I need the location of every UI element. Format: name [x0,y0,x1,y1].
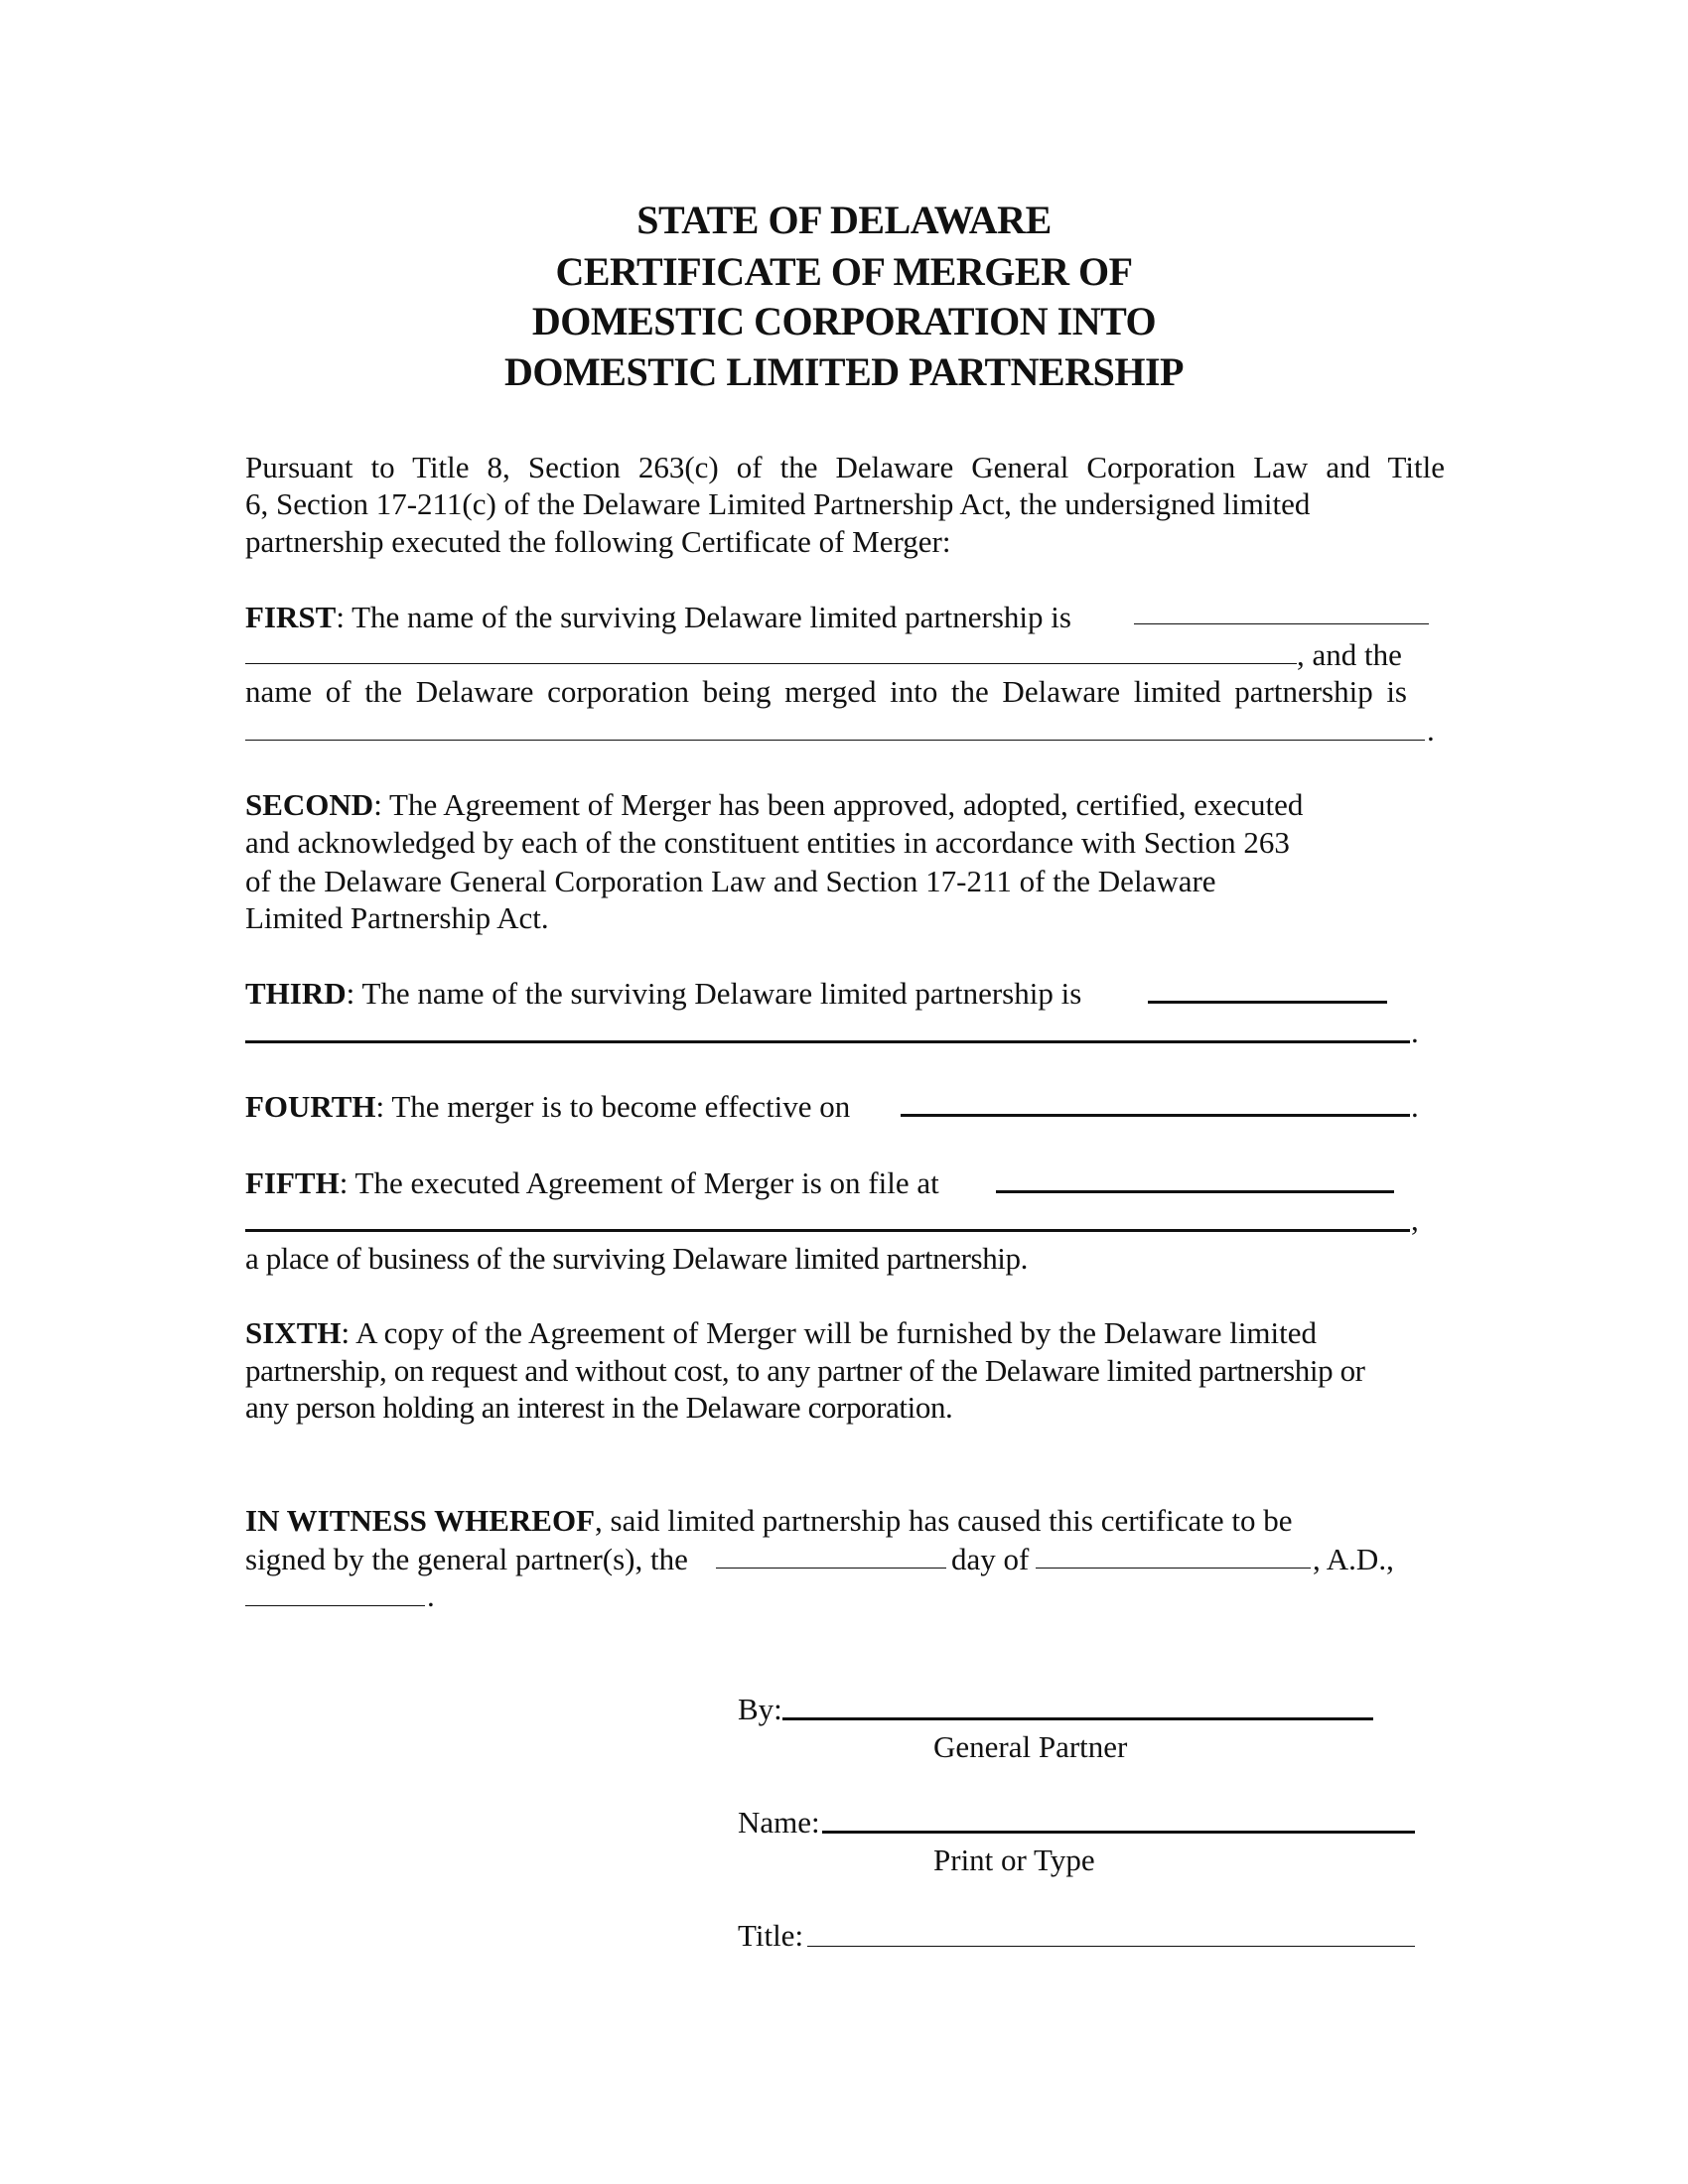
month-blank[interactable] [1036,1568,1311,1569]
witness-line-2a: signed by the general partner(s), the [245,1542,688,1576]
third-paragraph-line-1 [245,974,1081,1014]
intro-line-3: partnership executed the following Certificate of Merger: [245,524,951,559]
year-blank[interactable] [245,1605,425,1606]
second-paragraph-line-3: of the Delaware General Corporation Law and Section 17-211 of the Delaware [245,864,1216,898]
print-or-type-caption: Print or Type [933,1843,1095,1877]
title-label: Title: [738,1918,804,1953]
witness-line-2b: day of [951,1542,1030,1576]
witness-label: IN WITNESS WHEREOF [245,1503,596,1538]
second-label: SECOND [245,787,374,822]
title-line-1: STATE OF DELAWARE [636,198,1052,242]
sixth-paragraph-line-3: any person holding an interest in the Delaware corporation. [245,1390,953,1425]
fifth-paragraph-line-3: a place of business of the surviving Delaware limited partnership. [245,1241,1028,1276]
merged-corporation-name-blank[interactable] [245,740,1425,741]
fifth-text: : The executed Agreement of Merger is on file at [339,1165,939,1200]
second-paragraph-line-1 [245,785,1303,825]
title-line-2: CERTIFICATE OF MERGER OF [555,249,1133,294]
agreement-location-blank[interactable] [996,1190,1394,1193]
second-text: : The Agreement of Merger has been approved, adopted, certified, executed [373,787,1304,822]
witness-text: , said limited partnership has caused this certificate to be [595,1503,1293,1538]
second-paragraph-line-2: and acknowledged by each of the constituent entities in accordance with Section 263 [245,825,1290,860]
first-text: : The name of the surviving Delaware limited partnership is [336,600,1071,634]
fifth-paragraph-line-1 [245,1163,939,1203]
intro-line-1: Pursuant to Title 8, Section 263(c) of the Delaware General Corporation Law and Title [245,450,1445,484]
witness-line-3-tail: . [427,1578,435,1613]
first-paragraph-line-3: name of the Delaware corporation being merged into the Delaware limited partnership is [245,674,1407,709]
title-line-3: DOMESTIC CORPORATION INTO [531,299,1157,343]
fifth-label: FIFTH [245,1165,340,1200]
agreement-location-blank-cont[interactable] [245,1229,1410,1232]
third-name-blank-cont[interactable] [245,1040,1410,1043]
title-field-line[interactable] [807,1946,1415,1947]
fourth-label: FOURTH [245,1089,376,1124]
fourth-tail: . [1411,1089,1419,1124]
first-label: FIRST [245,600,337,634]
first-paragraph-line-1 [245,598,1071,637]
name-label: Name: [738,1805,820,1840]
intro-line-2: 6, Section 17-211(c) of the Delaware Limited Partnership Act, the undersigned limited [245,486,1311,521]
title-line-4: DOMESTIC LIMITED PARTNERSHIP [504,349,1184,394]
sixth-paragraph-line-1 [245,1313,1317,1353]
second-paragraph-line-4: Limited Partnership Act. [245,900,549,935]
effective-date-blank[interactable] [901,1114,1410,1117]
general-partner-caption: General Partner [933,1729,1128,1764]
witness-line-1 [245,1501,1292,1541]
surviving-partnership-name-blank[interactable] [1134,623,1429,624]
fifth-line-2-tail: , [1411,1202,1419,1237]
signature-line[interactable] [782,1717,1373,1720]
fourth-paragraph-line-1 [245,1087,850,1127]
day-blank[interactable] [716,1568,946,1569]
by-label: By: [738,1692,782,1726]
third-name-blank[interactable] [1148,1001,1387,1004]
third-text: : The name of the surviving Delaware limited partnership is [346,976,1082,1011]
third-line-2-tail: . [1411,1015,1419,1049]
sixth-text: : A copy of the Agreement of Merger will be furnished by the Delaware limited [341,1315,1318,1350]
fourth-text: : The merger is to become effective on [375,1089,851,1124]
name-field-line[interactable] [822,1831,1415,1834]
sixth-label: SIXTH [245,1315,342,1350]
third-label: THIRD [245,976,347,1011]
surviving-partnership-name-blank-cont[interactable] [245,663,1297,664]
witness-line-2c: , A.D., [1313,1542,1394,1576]
first-line-2-tail: , and the [1297,637,1402,672]
first-line-4-tail: . [1427,713,1435,748]
sixth-paragraph-line-2: partnership, on request and without cost, to any partner of the Delaware limited partnership or [245,1353,1365,1388]
